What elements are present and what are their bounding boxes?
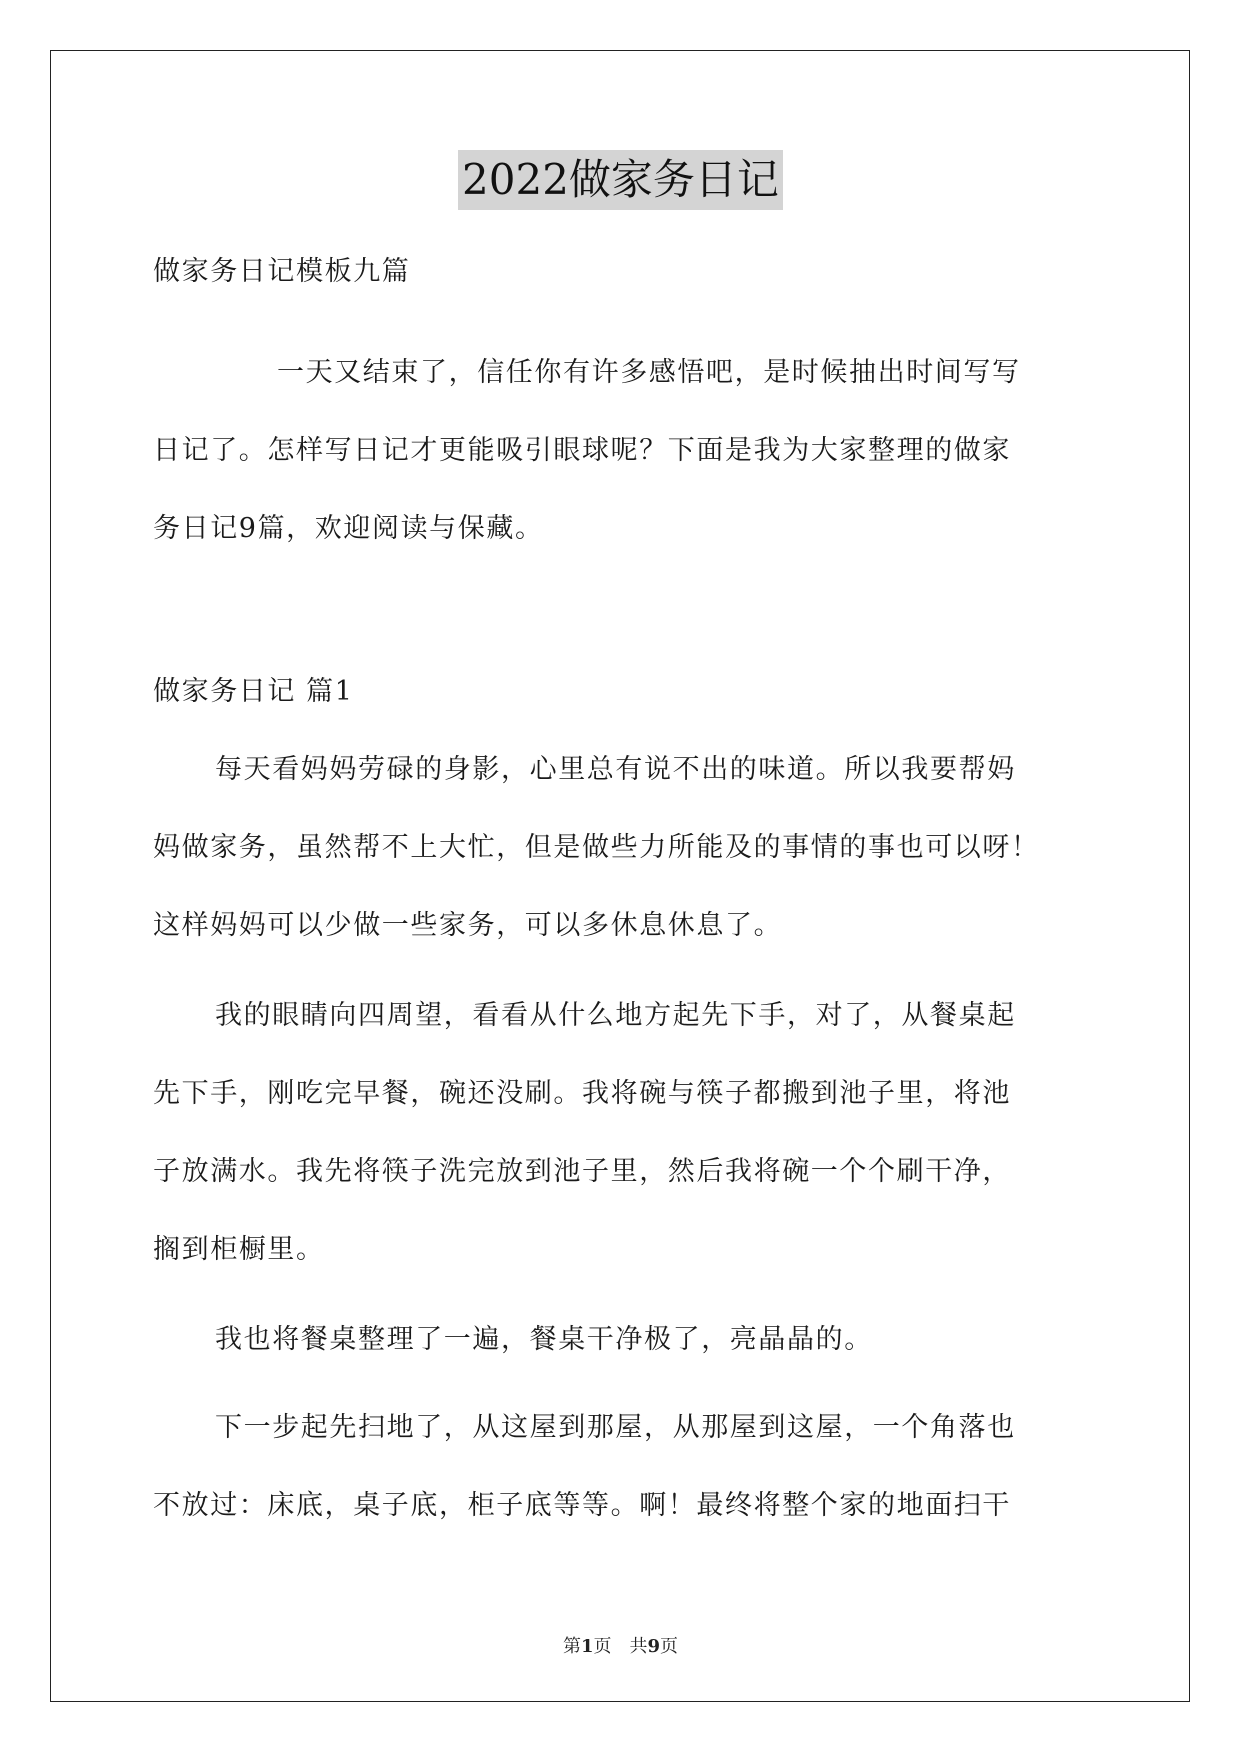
body-line: 每天看妈妈劳碌的身影，心里总有说不出的味道。所以我要帮妈 bbox=[215, 754, 1016, 785]
total-pages: 9 bbox=[647, 1636, 661, 1657]
page-footer bbox=[0, 1632, 1241, 1658]
body-line: 这样妈妈可以少做一些家务，可以多休息休息了。 bbox=[153, 910, 783, 941]
intro-line: 日记了。怎样写日记才更能吸引眼球呢？下面是我为大家整理的做家 bbox=[153, 435, 1011, 466]
page-prefix: 第 bbox=[562, 1636, 581, 1657]
body-line: 我也将餐桌整理了一遍，餐桌干净极了，亮晶晶的。 bbox=[215, 1324, 873, 1355]
document-title: 2022做家务日记 bbox=[458, 150, 783, 210]
page-suffix: 页 bbox=[660, 1636, 679, 1657]
intro-line: 一天又结束了，信任你有许多感悟吧，是时候抽出时间写写 bbox=[277, 357, 1021, 388]
body-line: 搁到柜橱里。 bbox=[153, 1234, 325, 1265]
intro-line: 务日记9篇，欢迎阅读与保藏。 bbox=[153, 513, 544, 544]
body-line: 先下手，刚吃完早餐，碗还没刷。我将碗与筷子都搬到池子里，将池 bbox=[153, 1078, 1011, 1109]
body-line: 妈做家务，虽然帮不上大忙，但是做些力所能及的事情的事也可以呀！ bbox=[153, 832, 1040, 863]
body-line: 子放满水。我先将筷子洗完放到池子里，然后我将碗一个个刷干净， bbox=[153, 1156, 1011, 1187]
page-mid: 页 共 bbox=[593, 1636, 648, 1657]
body-line: 不放过：床底，桌子底，柜子底等等。啊！最终将整个家的地面扫干 bbox=[153, 1490, 1011, 1521]
subtitle: 做家务日记模板九篇 bbox=[153, 256, 411, 287]
body-line: 下一步起先扫地了，从这屋到那屋，从那屋到这屋，一个角落也 bbox=[215, 1412, 1016, 1443]
section-heading: 做家务日记 篇1 bbox=[153, 676, 354, 707]
page-border bbox=[50, 50, 1190, 1702]
page-number: 1 bbox=[580, 1636, 594, 1657]
body-line: 我的眼睛向四周望，看看从什么地方起先下手，对了，从餐桌起 bbox=[215, 1000, 1016, 1031]
title-container bbox=[0, 150, 1241, 210]
